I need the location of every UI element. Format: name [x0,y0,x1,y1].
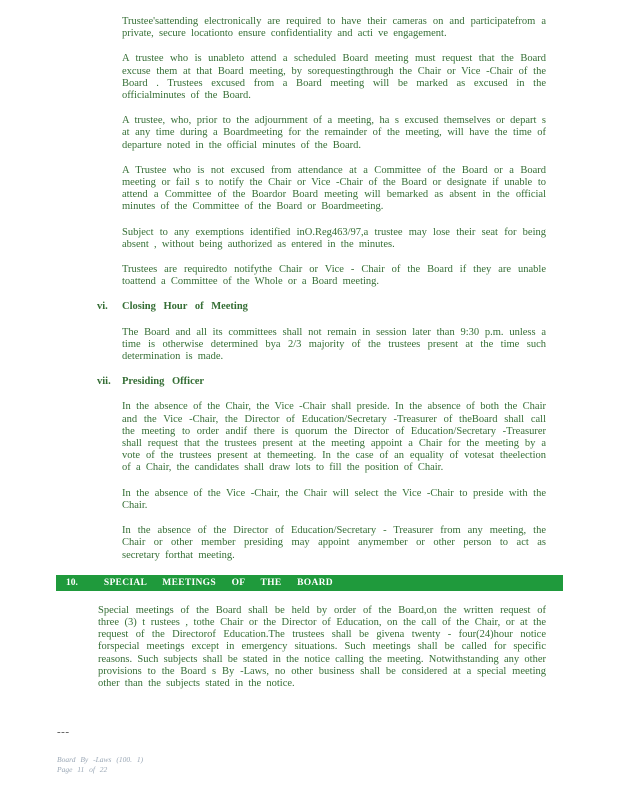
paragraph-presiding-absence-vice-chair: In the absence of the Vice -Chair, the Chair will select the Vice -Chair to preside with the Chair. [122,487,546,511]
paragraph-presiding-absence-director: In the absence of the Director of Education/Secretary - Treasurer from any meeting, the Chair or other member presiding may appoint anymember or other person to act as secretary forthat meeting. [122,525,546,561]
section-title-special-meetings: SPECIAL MEETINGS OF THE BOARD [103,577,333,588]
section-title-closing-hour: Closing Hour of Meeting [122,301,248,313]
footer-doc-ref: Board By -Laws (100. 1) [57,755,144,764]
page-footer [57,755,143,775]
footer-page-number: Page 11 of 22 [57,765,108,774]
section-title-presiding-officer: Presiding Officer [122,376,205,388]
paragraph-notify-chair: Trustees are requiredto notifythe Chair or Vice - Chair of the Board if they are unable toattend a Committee of the Whole or a Board meeting. [122,264,546,288]
paragraph-closing-hour: The Board and all its committees shall not remain in session later than 9:30 p.m. unless a time is otherwise determined bya 2/3 majority of the trustees present at the time such determination is made. [122,326,546,363]
paragraph-lose-seat: Subject to any exemptions identified inO.Reg463/97,a trustee may lose their seat for being absent , without being authorized as entered in the minutes. [122,226,546,250]
paragraph-marked-absent: A Trustee who is not excused from attendance at a Committee of the Board or a Board meeting or fail s to notify the Chair or Vice -Chair of the Board or designate if unable to attend a Committee of the Boardor Board meeting will bemarked as absent in the official minutes of the Committee of the Board or Boardmeeting. [122,164,546,213]
paragraph-presiding-absence-chair: In the absence of the Chair, the Vice -Chair shall preside. In the absence of both the Chair and the Vice -Chair, the Director of Education/Secretary -Treasurer of theBoard shall call the meeting to order andif there is quorum the Director of Education/Secretary -Treasurer shall request that the trustees present at the meeting appoint a Chair for the meeting by a vote of the trustees present at themeeting. In the case of an equality of votesat theelection of a Chair, the candidates shall draw lots to fill the position of Chair. [122,401,546,474]
section-banner-special-meetings [56,575,563,591]
section-numeral-vii: vii. [97,376,111,388]
section-numeral-vi: vi. [97,301,108,313]
paragraph-departure-noted: A trustee, who, prior to the adjournment of a meeting, ha s excused themselves or depart s at any time during a Boardmeeting for the remainder of the meeting, will have the time of departure noted in the official minutes of the Board. [122,115,546,151]
section-heading-presiding-officer [97,376,546,388]
paragraph-special-meetings: Special meetings of the Board shall be held by order of the Board,on the written request of three (3) t rustees , tothe Chair or the Director of Education, on the call of the Chair, or at the request of the Directorof Education.The trustees shall be givena twenty - four(24)hour notice forspecial meetings except in emergency situations. Such meetings shall be called for specific reasons. Such subjects shall be stated in the notice calling the meeting. Notwithstanding any other provisions to the Board s By -Laws, no other business shall be considered at a special meeting other than the subjects stated in the notice. [98,604,546,689]
separator-dashes: --- [57,726,70,738]
section-heading-closing-hour [97,301,546,313]
section-number-10: 10. [66,577,78,588]
paragraph-excuse-request: A trustee who is unableto attend a scheduled Board meeting must request that the Board excuse them at that Board meeting, by sorequestingthrough the Chair or Vice -Chair of the Board . Trustees excused from a Board meeting will be marked as excused in the officialminutes of the Board. [122,53,546,102]
paragraph-electronic-attendance: Trustee'sattending electronically are required to have their cameras on and participatefrom a private, secure locationto ensure confidentiality and acti ve engagement. [122,16,546,40]
